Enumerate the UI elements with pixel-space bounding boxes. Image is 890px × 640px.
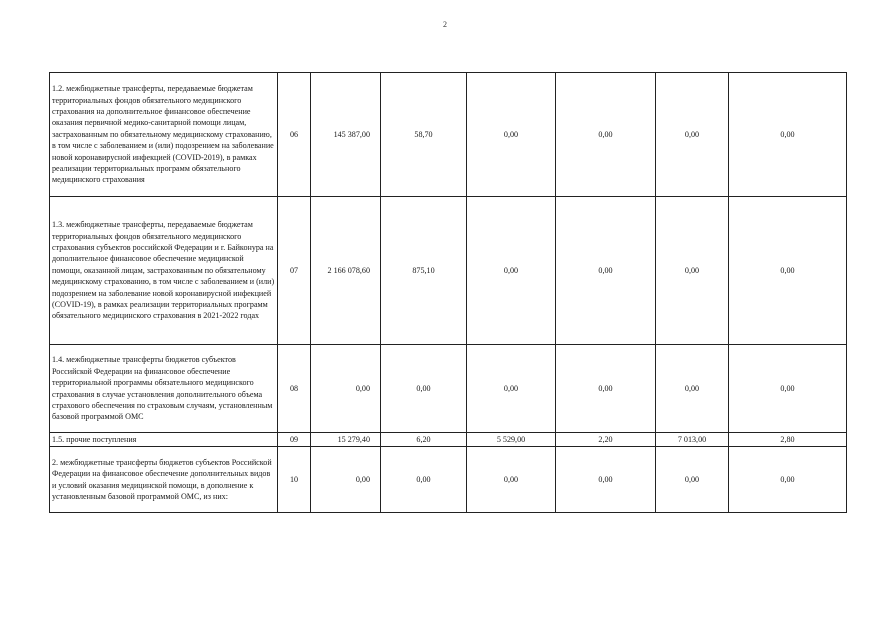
value-cell: 5 529,00 (467, 433, 556, 447)
row-code: 09 (278, 433, 311, 447)
table-row (50, 345, 847, 433)
row-description: 1.4. межбюджетные трансферты бюджетов субъектов Российской Федерации на финансовое обеспечение территориальной программы обязательного медицинского страхования в случае установления дополнительного объема страхового обеспечения по страховым случаям, установленным базовой программой ОМС (50, 345, 278, 433)
value-cell: 875,10 (381, 197, 467, 345)
value-cell: 0,00 (311, 345, 381, 433)
row-code: 10 (278, 447, 311, 513)
row-description: 2. межбюджетные трансферты бюджетов субъектов Российской Федерации на финансовое обеспечение дополнительных видов и условий оказания медицинской помощи, в дополнение к установленным базовой программой ОМС, из них: (50, 447, 278, 513)
value-cell: 0,00 (467, 73, 556, 197)
value-cell: 0,00 (556, 447, 656, 513)
table-row (50, 73, 847, 197)
value-cell: 2 166 078,60 (311, 197, 381, 345)
financial-report-table (49, 72, 847, 513)
value-cell: 0,00 (729, 73, 847, 197)
value-cell: 0,00 (556, 345, 656, 433)
table-row (50, 447, 847, 513)
value-cell: 7 013,00 (656, 433, 729, 447)
row-code: 08 (278, 345, 311, 433)
row-code: 06 (278, 73, 311, 197)
value-cell: 0,00 (656, 447, 729, 513)
table-row (50, 197, 847, 345)
value-cell: 0,00 (656, 197, 729, 345)
row-description: 1.3. межбюджетные трансферты, передаваемые бюджетам территориальных фондов обязательного медицинского страхования субъектов российской Федерации и г. Байконура на дополнительное финансовое обеспечение медицинской помощи, оказанной лицам, застрахованным по обязательному медицинскому страхованию, в том числе с заболеванием и (или) подозрением на заболевание новой коронавирусной инфекцией (COVID-19), в рамках реализации территориальных программ обязательного медицинского страхования в 2021-2022 годах (50, 197, 278, 345)
value-cell: 0,00 (729, 197, 847, 345)
value-cell: 0,00 (556, 197, 656, 345)
value-cell: 0,00 (467, 447, 556, 513)
value-cell: 0,00 (467, 197, 556, 345)
value-cell: 0,00 (729, 447, 847, 513)
value-cell: 0,00 (729, 345, 847, 433)
row-code: 07 (278, 197, 311, 345)
row-description: 1.5. прочие поступления (50, 433, 278, 447)
value-cell: 2,20 (556, 433, 656, 447)
value-cell: 145 387,00 (311, 73, 381, 197)
value-cell: 0,00 (311, 447, 381, 513)
value-cell: 0,00 (656, 345, 729, 433)
value-cell: 0,00 (467, 345, 556, 433)
value-cell: 0,00 (381, 447, 467, 513)
page-number: 2 (443, 20, 447, 29)
table-row (50, 433, 847, 447)
value-cell: 15 279,40 (311, 433, 381, 447)
value-cell: 58,70 (381, 73, 467, 197)
value-cell: 6,20 (381, 433, 467, 447)
value-cell: 0,00 (381, 345, 467, 433)
value-cell: 0,00 (556, 73, 656, 197)
value-cell: 2,80 (729, 433, 847, 447)
value-cell: 0,00 (656, 73, 729, 197)
row-description: 1.2. межбюджетные трансферты, передаваемые бюджетам территориальных фондов обязательного медицинского страхования на дополнительное финансовое обеспечение оказания первичной медико-санитарной помощи лицам, застрахованным по обязательному медицинскому страхованию, в том числе с заболеванием и (или) подозрением на заболевание новой коронавирусной инфекцией (COVID-2019), в рамках реализации территориальных программ обязательного медицинского страхования (50, 73, 278, 197)
